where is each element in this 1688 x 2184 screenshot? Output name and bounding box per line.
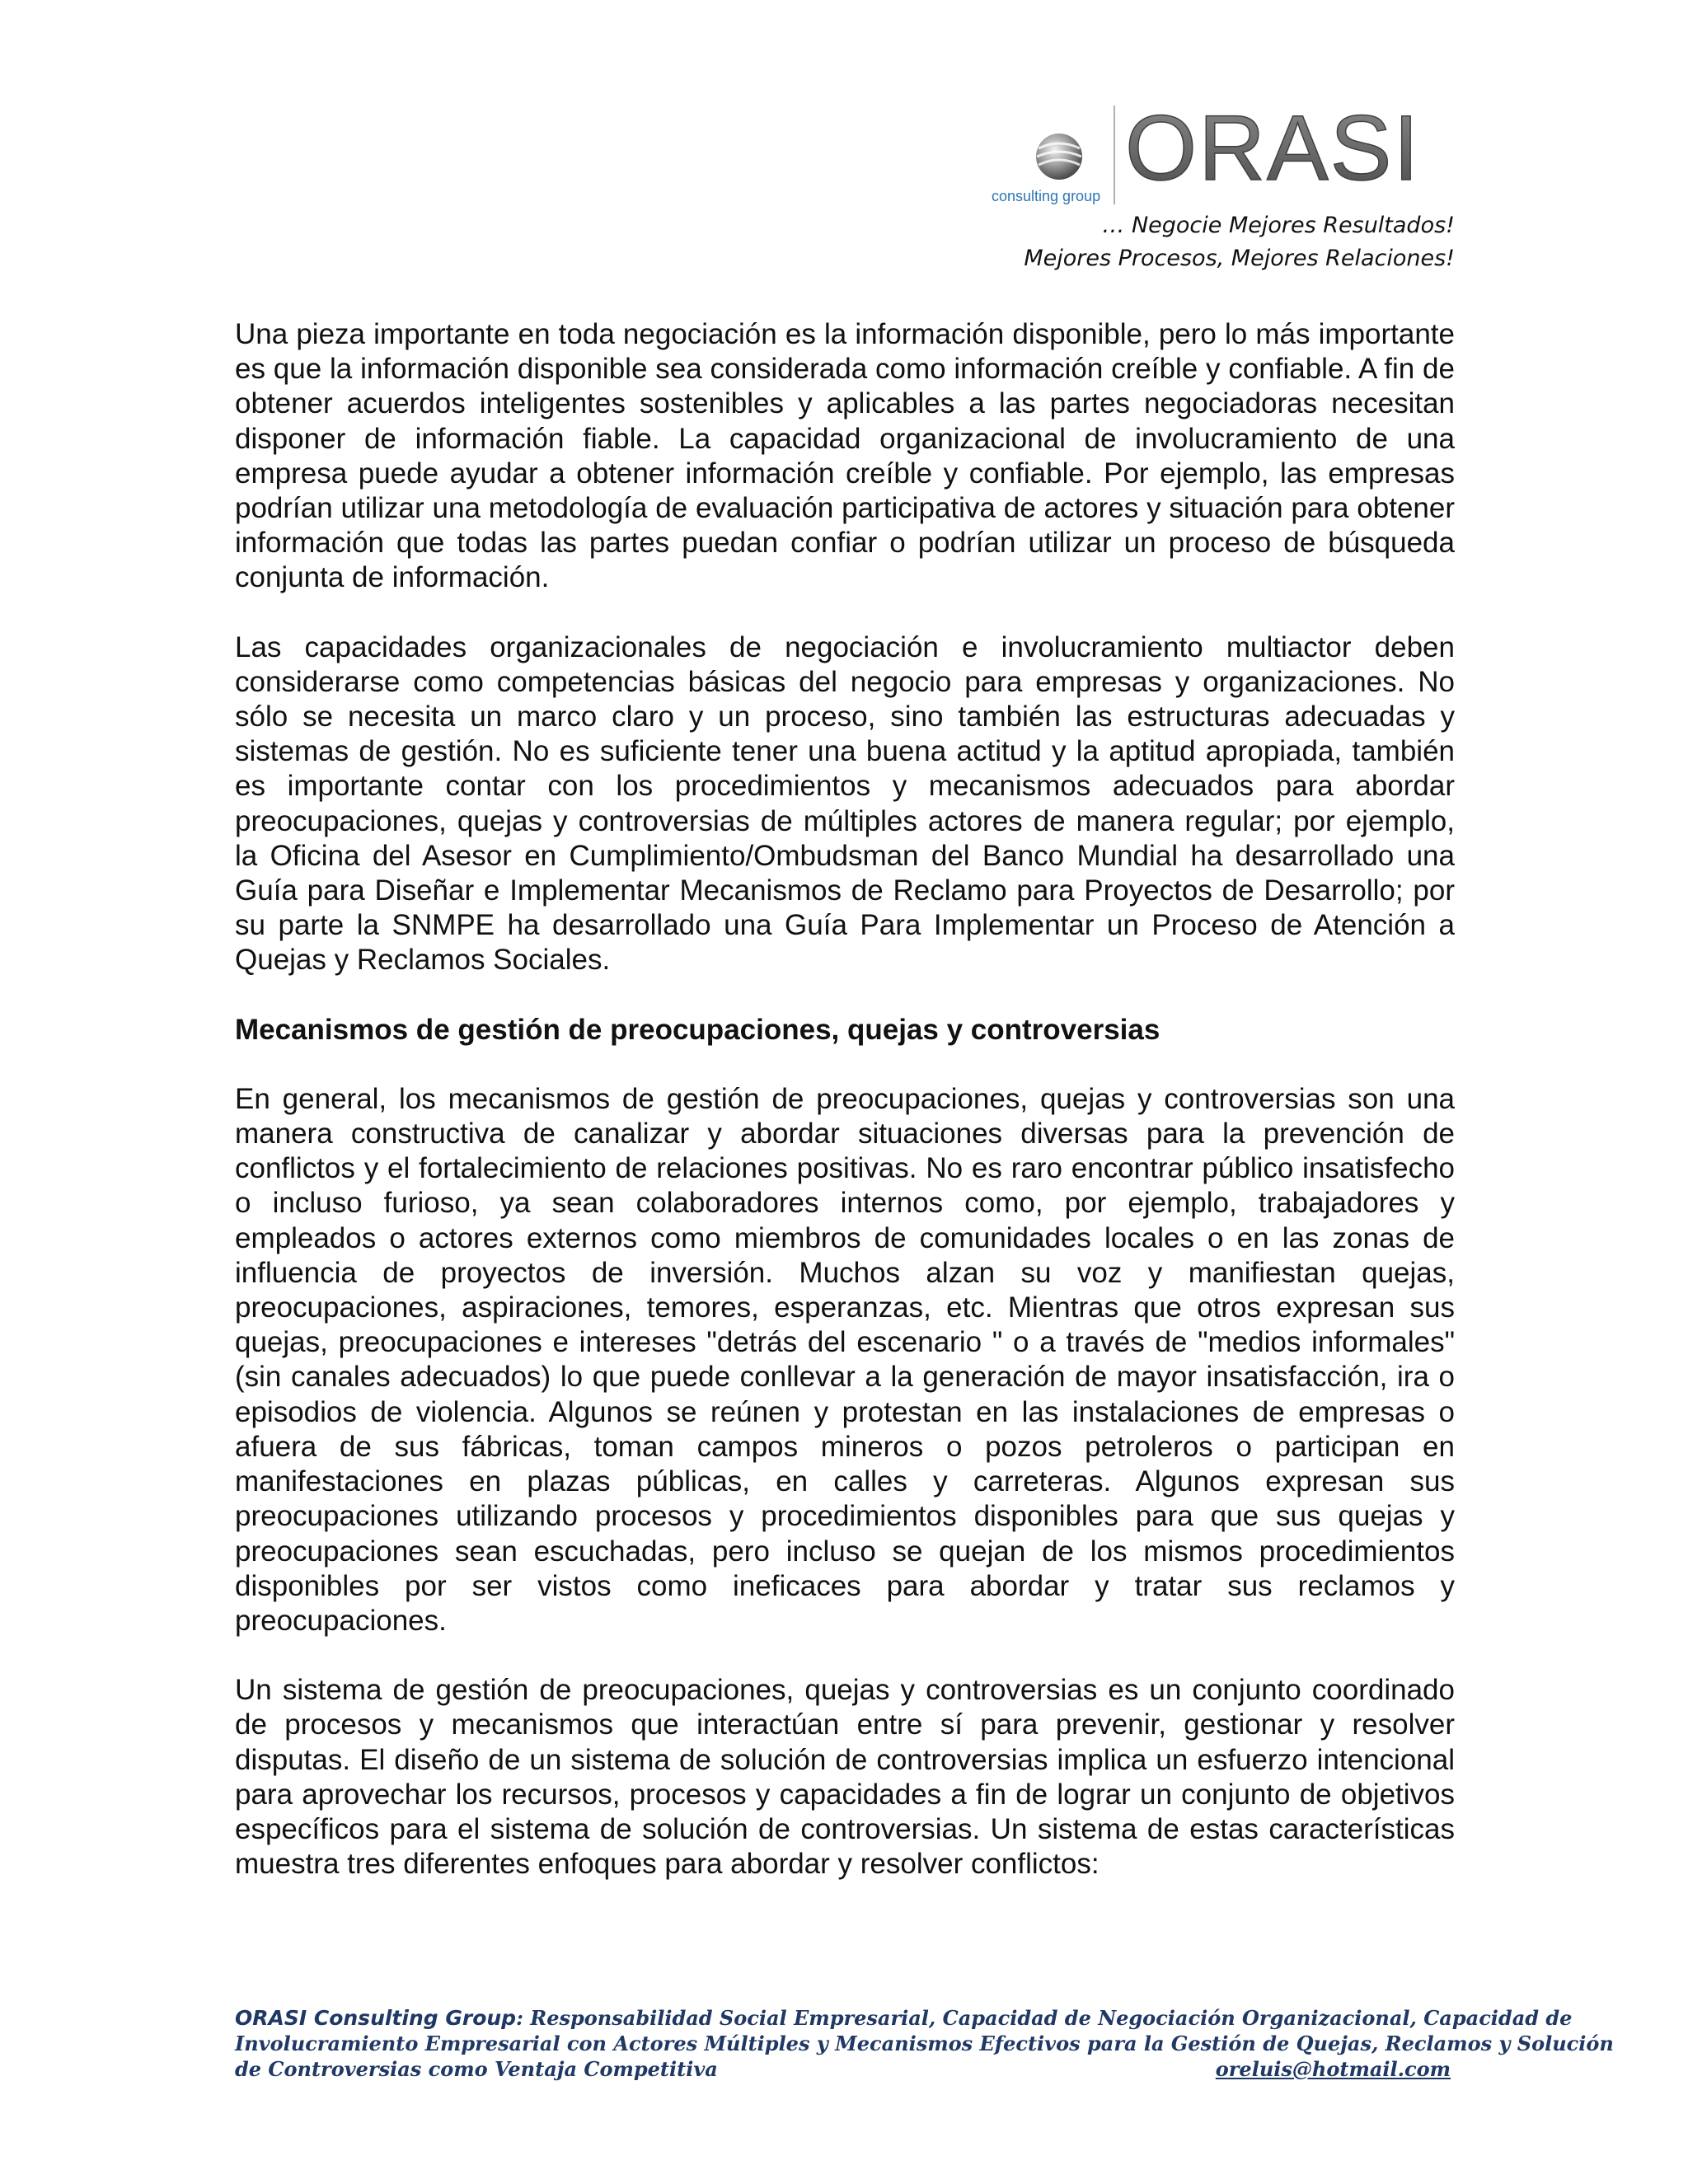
footer-line-1-text: : Responsabilidad Social Empresarial, Capacidad de Negociación Organizacional, Capacidad de	[516, 2006, 1573, 2030]
tagline-line-2: Mejores Procesos, Mejores Relaciones!	[1024, 246, 1455, 271]
footer-line-1	[235, 2005, 1573, 2031]
footer-brand: ORASI Consulting Group	[235, 2006, 517, 2030]
footer-line-2: Involucramiento Empresarial con Actores Múltiples y Mecanismos Efectivos para la Gestión de Quejas, Reclamos y Solución	[235, 2032, 1614, 2055]
section-heading: Mecanismos de gestión de preocupaciones, quejas y controversias	[235, 1013, 1160, 1046]
footer-line-3-text: de Controversias como Ventaja Competitiva	[235, 2057, 718, 2081]
main-content	[235, 317, 1455, 1916]
paragraph-mechanisms: En general, los mecanismos de gestión de preocupaciones, quejas y controversias son una manera constructiva de canalizar y abordar situaciones diversas para la prevención de conflictos y el fortalecimiento de relaciones positivas. No es raro encontrar público insatisfecho o incluso furioso, ya sean colaboradores internos como, por ejemplo, trabajadores y empleados o actores externos como miembros de comunidades locales o en las zonas de influencia de proyectos de inversión. Muchos alzan su voz y manifiestan quejas, preocupaciones, aspiraciones, temores, esperanzas, etc. Mientras que otros expresan sus quejas, preocupaciones e intereses "detrás del escenario " o a través de "medios informales" (sin canales adecuados) lo que puede conllevar a la generación de mayor insatisfacción, ira o episodios de violencia. Algunos se reúnen y protestan en las instalaciones de empresas o afuera de sus fábricas, toman campos mineros o pozos petroleros o participan en manifestaciones en plazas públicas, en calles y carreteras. Algunos expresan sus preocupaciones utilizando procesos y procedimientos disponibles para que sus quejas y preocupaciones sean escuchadas, pero incluso se quejan de los mismos procedimientos disponibles por ser vistos como ineficaces para abordar y tratar sus reclamos y preocupaciones.	[235, 1082, 1455, 1637]
logo-brand-text: ORASI	[1125, 97, 1421, 199]
logo-subtitle-text: consulting group	[992, 188, 1101, 204]
orasi-logo	[981, 97, 1467, 213]
orasi-logo-sphere-icon	[1036, 134, 1082, 180]
paragraph-information: Una pieza importante en toda negociación es la información disponible, pero lo más importante es que la información disponible sea considerada como información creíble y confiable. A fin de obtener acuerdos inteligentes sostenibles y aplicables a las partes negociadoras necesitan disponer de información fiable. La capacidad organizacional de involucramiento de una empresa puede ayudar a obtener información creíble y confiable. Por ejemplo, las empresas podrían utilizar una metodología de evaluación participativa de actores y situación para obtener información que todas las partes puedan confiar o podrían utilizar un proceso de búsqueda conjunta de información.	[235, 318, 1455, 594]
page-footer	[235, 2005, 1614, 2082]
paragraph-capacities: Las capacidades organizacionales de negociación e involucramiento multiactor deben considerarse como competencias básicas del negocio para empresas y organizaciones. No sólo se necesita un marco claro y un proceso, sino también las estructuras adecuadas y sistemas de gestión. No es suficiente tener una buena actitud y la aptitud apropiada, también es importante contar con los procedimientos y mecanismos adecuados para abordar preocupaciones, quejas y controversias de múltiples actores de manera regular; por ejemplo, la Oficina del Asesor en Cumplimiento/Ombudsman del Banco Mundial ha desarrollado una Guía para Diseñar e Implementar Mecanismos de Reclamo para Proyectos de Desarrollo; por su parte la SNMPE ha desarrollado una Guía Para Implementar un Proceso de Atención a Quejas y Reclamos Sociales.	[235, 630, 1455, 977]
footer-email-link[interactable]: oreluis@hotmail.com	[1215, 2057, 1451, 2081]
paragraph-system: Un sistema de gestión de preocupaciones, quejas y controversias es un conjunto coordinado de procesos y mecanismos que interactúan entre sí para prevenir, gestionar y resolver disputas. El diseño de un sistema de solución de controversias implica un esfuerzo intencional para aprovechar los recursos, procesos y capacidades a fin de lograr un conjunto de objetivos específicos para el sistema de solución de controversias. Un sistema de estas características muestra tres diferentes enfoques para abordar y resolver conflictos:	[235, 1674, 1455, 1881]
tagline-line-1: … Negocie Mejores Resultados!	[1102, 213, 1455, 238]
footer-line-3	[235, 2056, 1455, 2082]
